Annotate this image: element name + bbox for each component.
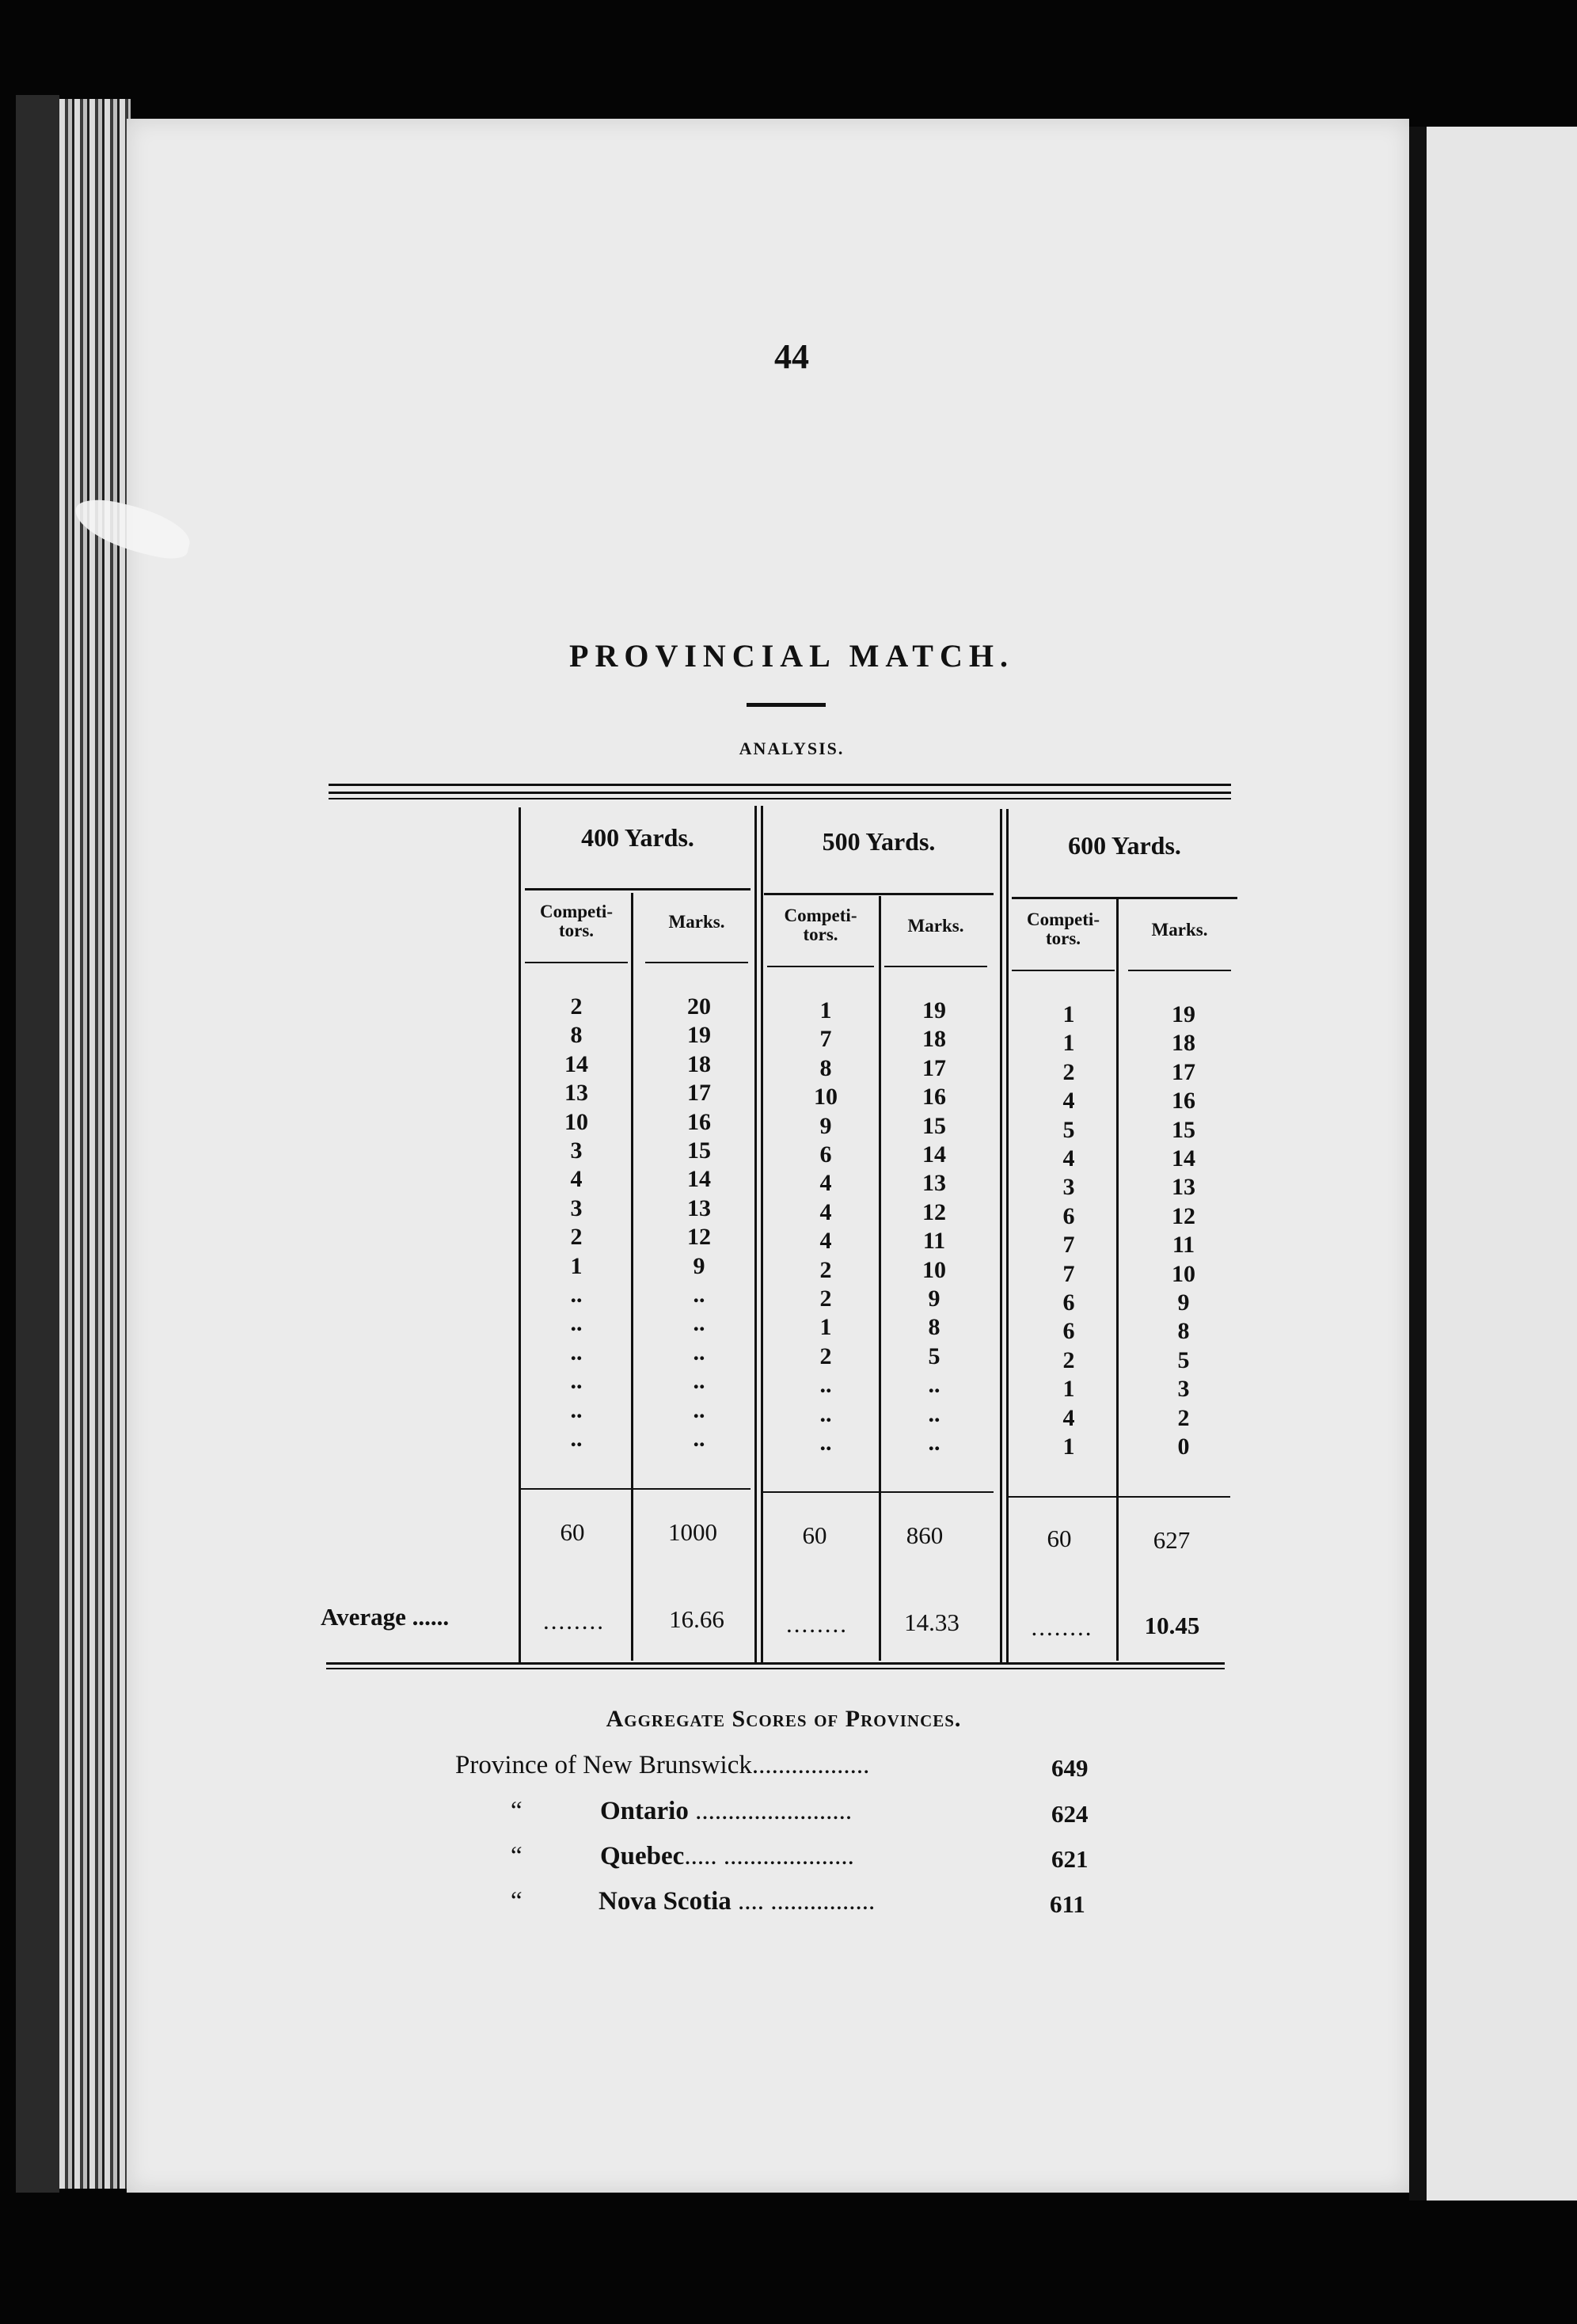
cell-marks: 19 (687, 1022, 711, 1048)
cell-marks: 5 (1177, 1347, 1190, 1373)
cell-competitors: 2 (819, 1257, 832, 1283)
cell-marks: 2 (1177, 1405, 1190, 1431)
cell-marks: 11 (922, 1228, 946, 1254)
province-score: 649 (1051, 1754, 1089, 1782)
cell-competitors: 3 (1062, 1174, 1075, 1200)
cell-marks: 8 (928, 1314, 940, 1340)
header-rule (767, 966, 874, 967)
cell-competitors: 4 (1062, 1088, 1075, 1114)
cell-competitors: 14 (564, 1051, 588, 1077)
cell-competitors: 6 (1062, 1289, 1075, 1316)
aggregate-title: Aggregate Scores of Provinces. (606, 1706, 962, 1732)
table-bottom-rule (326, 1668, 1225, 1669)
cell-marks: 17 (1172, 1059, 1195, 1085)
province-name: Quebec (600, 1842, 685, 1870)
cell-competitors: .. (570, 1397, 583, 1423)
page-edges (59, 99, 131, 2189)
cell-marks: 0 (1177, 1434, 1190, 1460)
total-marks: 860 (906, 1521, 944, 1549)
dot-leader: ..... .................... (684, 1842, 854, 1870)
cell-competitors: 6 (1062, 1203, 1075, 1229)
total-competitors: 60 (802, 1521, 827, 1549)
cell-marks: 16 (1172, 1088, 1195, 1114)
province-name: Ontario (600, 1797, 689, 1825)
cell-competitors: 5 (1062, 1117, 1075, 1143)
col-header-marks: Marks. (668, 912, 725, 932)
cell-marks: 14 (687, 1166, 711, 1192)
range-header-600: 600 Yards. (1068, 831, 1181, 860)
header-rule (884, 966, 987, 967)
page-title: PROVINCIAL MATCH. (569, 638, 1014, 674)
col-header-marks: Marks. (907, 916, 964, 936)
cell-competitors: 4 (1062, 1145, 1075, 1171)
cell-marks: 12 (1172, 1203, 1195, 1229)
cell-marks: 14 (1172, 1145, 1195, 1171)
col-header-marks: Marks. (1151, 920, 1208, 940)
cell-marks: .. (693, 1397, 705, 1423)
cell-competitors: 7 (1062, 1232, 1075, 1258)
cell-competitors: 1 (819, 997, 832, 1023)
average-value: 16.66 (669, 1605, 724, 1633)
title-rule (747, 703, 826, 707)
book-spine (16, 95, 59, 2193)
column-divider (761, 806, 763, 1665)
cell-competitors: 1 (570, 1253, 583, 1279)
cell-competitors: .. (570, 1426, 583, 1452)
cell-competitors: 13 (564, 1080, 588, 1106)
dot-leader: .... ................ (738, 1887, 876, 1916)
table-top-rule (329, 798, 1231, 799)
total-competitors: 60 (1047, 1525, 1072, 1552)
dot-leader: ........ (543, 1607, 605, 1635)
header-rule (525, 888, 750, 890)
cell-competitors: 2 (570, 1224, 583, 1250)
cell-competitors: .. (819, 1401, 832, 1427)
table-top-rule (329, 792, 1231, 794)
average-value: 10.45 (1144, 1612, 1200, 1639)
province-score: 611 (1050, 1890, 1085, 1918)
province-name: Nova Scotia (598, 1887, 732, 1916)
cell-competitors: 2 (819, 1285, 832, 1312)
header-rule (1012, 970, 1115, 971)
column-divider (519, 807, 521, 1662)
cell-competitors: 1 (1062, 1376, 1075, 1402)
cell-marks: 13 (922, 1170, 946, 1196)
cell-competitors: .. (570, 1282, 583, 1308)
aggregate-row (455, 1751, 869, 1780)
column-divider (1006, 809, 1009, 1664)
average-label: Average ...... (321, 1603, 450, 1631)
col-header-competitors: Competi- tors. (540, 902, 613, 940)
cell-marks: 18 (922, 1026, 946, 1052)
cell-competitors: 1 (819, 1314, 832, 1340)
cell-competitors: .. (570, 1368, 583, 1394)
cell-competitors: 3 (570, 1195, 583, 1221)
cell-marks: 18 (1172, 1030, 1195, 1056)
table-bottom-rule (326, 1662, 1225, 1665)
dot-leader: .................. (751, 1751, 870, 1779)
aggregate-row (598, 1887, 875, 1916)
cell-competitors: 8 (819, 1055, 832, 1081)
cell-marks: .. (693, 1368, 705, 1394)
header-rule (525, 962, 628, 963)
cell-competitors: 4 (570, 1166, 583, 1192)
cell-marks: 13 (1172, 1174, 1195, 1200)
total-marks: 627 (1153, 1526, 1191, 1554)
cell-marks: 19 (1172, 1001, 1195, 1027)
cell-competitors: 7 (1062, 1261, 1075, 1287)
cell-competitors: 4 (819, 1228, 832, 1254)
total-marks: 1000 (668, 1518, 717, 1546)
totals-rule (521, 1488, 750, 1490)
cell-marks: 14 (922, 1141, 946, 1168)
cell-competitors: 4 (1062, 1405, 1075, 1431)
dot-leader: ........ (1031, 1613, 1093, 1641)
cell-competitors: 8 (570, 1022, 583, 1048)
header-rule (1128, 970, 1231, 971)
cell-marks: 17 (922, 1055, 946, 1081)
cell-marks: 12 (922, 1199, 946, 1225)
cell-competitors: 2 (819, 1343, 832, 1369)
dot-leader: ........ (786, 1610, 848, 1638)
page-gutter (1409, 127, 1427, 2201)
section-subtitle: ANALYSIS. (739, 739, 845, 758)
cell-competitors: 1 (1062, 1434, 1075, 1460)
cell-marks: .. (693, 1310, 705, 1336)
cell-competitors: .. (819, 1430, 832, 1456)
cell-marks: 19 (922, 997, 946, 1023)
total-competitors: 60 (560, 1518, 585, 1546)
cell-marks: 10 (922, 1257, 946, 1283)
facing-page (1427, 127, 1577, 2201)
cell-competitors: 1 (1062, 1030, 1075, 1056)
dot-leader: ........................ (695, 1797, 853, 1825)
cell-competitors: .. (570, 1310, 583, 1336)
cell-marks: 12 (687, 1224, 711, 1250)
cell-marks: 20 (687, 993, 711, 1020)
col-header-competitors: Competi- tors. (1027, 909, 1100, 948)
ditto-mark: “ (511, 1842, 522, 1870)
cell-competitors: 6 (1062, 1318, 1075, 1344)
cell-competitors: 1 (1062, 1001, 1075, 1027)
cell-competitors: 6 (819, 1141, 832, 1168)
column-divider (754, 806, 757, 1665)
cell-marks: .. (693, 1426, 705, 1452)
cell-marks: .. (693, 1339, 705, 1365)
ditto-mark: “ (511, 1887, 522, 1916)
cell-competitors: 4 (819, 1199, 832, 1225)
header-rule (645, 962, 748, 963)
aggregate-row (600, 1797, 852, 1826)
average-value: 14.33 (904, 1608, 960, 1636)
header-rule (1012, 897, 1237, 899)
cell-marks: 15 (922, 1113, 946, 1139)
cell-marks: 9 (928, 1285, 940, 1312)
cell-marks: 9 (693, 1253, 705, 1279)
table-top-rule (329, 784, 1231, 786)
totals-rule (762, 1491, 994, 1493)
cell-competitors: 10 (814, 1084, 838, 1110)
cell-marks: 10 (1172, 1261, 1195, 1287)
cell-competitors: 3 (570, 1137, 583, 1164)
cell-marks: 11 (1172, 1232, 1195, 1258)
range-header-400: 400 Yards. (581, 823, 694, 852)
province-score: 621 (1051, 1845, 1089, 1873)
cell-marks: 8 (1177, 1318, 1190, 1344)
cell-marks: 5 (928, 1343, 940, 1369)
cell-marks: 16 (687, 1109, 711, 1135)
cell-competitors: 4 (819, 1170, 832, 1196)
cell-competitors: .. (819, 1372, 832, 1398)
cell-competitors: 10 (564, 1109, 588, 1135)
cell-competitors: .. (570, 1339, 583, 1365)
cell-competitors: 7 (819, 1026, 832, 1052)
cell-marks: .. (693, 1282, 705, 1308)
cell-competitors: 2 (1062, 1347, 1075, 1373)
province-name: Province of New Brunswick (455, 1751, 752, 1779)
range-header-500: 500 Yards. (822, 827, 936, 856)
cell-marks: 13 (687, 1195, 711, 1221)
cell-marks: 15 (687, 1137, 711, 1164)
cell-marks: .. (928, 1430, 940, 1456)
cell-competitors: 2 (1062, 1059, 1075, 1085)
cell-marks: 16 (922, 1084, 946, 1110)
aggregate-row (600, 1842, 854, 1871)
cell-competitors: 2 (570, 993, 583, 1020)
province-score: 624 (1051, 1800, 1089, 1828)
cell-marks: 9 (1177, 1289, 1190, 1316)
column-divider (631, 893, 633, 1661)
cell-marks: 15 (1172, 1117, 1195, 1143)
totals-rule (1009, 1496, 1230, 1498)
ditto-mark: “ (511, 1797, 522, 1825)
col-header-competitors: Competi- tors. (784, 906, 857, 944)
column-divider (1116, 899, 1119, 1661)
cell-marks: 18 (687, 1051, 711, 1077)
cell-competitors: 9 (819, 1113, 832, 1139)
cell-marks: .. (928, 1401, 940, 1427)
cell-marks: .. (928, 1372, 940, 1398)
cell-marks: 3 (1177, 1376, 1190, 1402)
header-rule (764, 893, 994, 895)
cell-marks: 17 (687, 1080, 711, 1106)
page-number: 44 (774, 337, 809, 376)
column-divider (1000, 809, 1002, 1664)
